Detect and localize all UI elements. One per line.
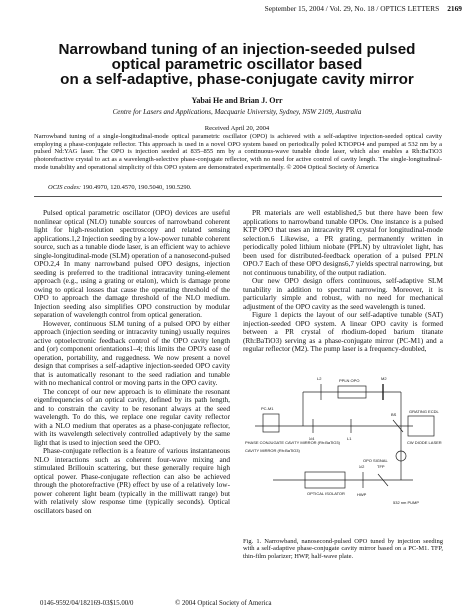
label-ppln-opo: PPLN OPO [339,378,360,383]
label-bs: BS [391,412,397,417]
abstract-divider [34,196,442,197]
paragraph: PR materials are well established,5 but there have been few applications to narrowband tunable OPOs. One instance is a pulsed KTP OPO that uses an intracavity PR crystal for longitudinal-mode selection.6 Likewise, a PR grating, permanently written in periodically poled lithium niobate (PPLN) by ultraviolet light, has been used for distributed-feedback operation of a pulsed PPLN OPO.7 Each of these OPO designs6,7 yields spectral narrowing, but not continuous tunability, of the output radiation. [243,208,443,277]
article-title [20,42,454,87]
label-quarter-wave: λ/4 [309,436,315,441]
page-number: 2169 [447,4,462,13]
label-optical-isolator: OPTICAL ISOLATOR [307,491,345,496]
label-pc-m1: PC-M1 [261,406,274,411]
label-cw-diode: CW DIODE LASER [407,440,442,445]
ocis-label: OCIS codes: [48,184,82,191]
label-l1: L1 [347,436,352,441]
label-m2: M2 [381,376,387,381]
abstract: Narrowband tuning of a single-longitudinal-mode optical parametric oscillator (OPO) is achieved with a self-adaptive injection-seeded optical cavity employing a phase-conjugate reflector. This approach is used in a novel OPO system based on periodically poled KTiOPO4 and pumped at 532 nm by a pulsed Nd:YAG laser. The OPO is injection seeded at 835–855 nm by a continuous-wave tunable diode laser, which also enables a Rh:BaTiO3 photorefractive crystal to act as a wavelength-selective phase-conjugate reflector, with no need for active control of cavity length. The single-longitudinal-mode tunability and operational simplicity of this OPO system are demonstrated experimentally. © 2004 Optical Society of America [34,133,442,171]
paragraph: Our new OPO design offers continuous, self-adaptive SLM tunability in addition to spectral narrowing. Moreover, it is particularly simple and robust, with no need for mechanical adjustment of the OPO cavity as the seed wavelength is tuned. [243,276,443,311]
pc-m1-crystal [263,414,279,432]
ocis-values: 190.4970, 120.4570, 190.5040, 190.5290. [82,184,192,191]
paragraph: Figure 1 depicts the layout of our self-adaptive tunable (SAT) injection-seeded OPO system. A linear OPO cavity is formed between a PR crystal of rhodium-doped barium titanate (Rh:BaTiO3) serving as a phase-conjugate mirror (PC-M1) and a regular reflector (M2). The pump laser is a frequency-doubled, [243,310,443,353]
paragraph: Phase-conjugate reflection is a feature of various instantaneous NLO interactions such as coherent four-wave mixing and stimulated Brillouin scattering, but these generally require high optical power. Phase-conjugate reflection can also be achieved through the photorefractive (PR) effect by use of a relatively low-power coherent light beam (typically in the milliwatt range) but with relatively slow response time (typically seconds). Optical oscillators based on [34,446,230,515]
received-date: Received April 20, 2004 [204,125,270,132]
label-hwp: HWP [357,492,367,497]
left-column [34,209,230,515]
label-phase-conjugate: PHASE CONJUGATE CAVITY MIRROR (Rh:BaTiO3) [245,440,340,445]
footer-code: 0146-9592/04/182169-03$15.00/0 [40,600,134,607]
label-l2: L2 [317,376,322,381]
running-title: September 15, 2004 / Vol. 29, No. 18 / OPTICS LETTERS [264,4,440,13]
running-header [0,4,462,13]
label-pump: 532 nm PUMP [393,500,420,505]
figure-1-diagram [243,364,443,534]
label-opo-signal: OPO SIGNAL [363,458,388,463]
footer [40,600,440,607]
title-line-1: Narrowband tuning of an injection-seeded pulsed [58,41,416,58]
title-line-2: optical parametric oscillator based [111,56,363,73]
label-tfp: TFP [377,464,385,469]
right-column [243,209,443,354]
label-half-wave: λ/2 [359,464,365,469]
title-line-3: on a self-adaptive, phase-conjugate cavity mirror [60,71,414,88]
optical-layout-svg [243,364,443,534]
footer-copyright: © 2004 Optical Society of America [175,600,272,607]
paragraph: The concept of our new approach is to eliminate the resonant eigenfrequencies of an optical cavity, defined by its path length, and to constrain the cavity to be resonant always at the seed wavelength. To do this, we replace one regular cavity reflector with a NLO medium that operates as a phase-conjugate reflector, with its wavelength selectively controlled adaptively by the same light that is used to injection seed the OPO. [34,386,230,447]
figure-caption: Fig. 1. Narrowband, nanosecond-pulsed OPO tuned by injection seeding with a self-adaptive phase-conjugate cavity mirror based on a PC-M1. TFP, thin-film polarizer; HWP, half-wave plate. [243,538,443,560]
label-grating-ecdl: GRATING ECDL [409,409,439,414]
label-cavity-mirror: CAVITY MIRROR (Rh:BaTiO3) [245,448,300,453]
paragraph: However, continuous SLM tuning of a pulsed OPO by either approach (injection seeding or intracavity tuning) usually requires active optoelectronic feedback control of the OPO cavity length and (or) component orientations1–4; this limits the OPO's ease of operation, portability, and ruggedness. We now present a novel design that comprises a self-adaptive injection-seeded OPO cavity that is automatically resonant to the seed radiation and tunable with no mechanical control or moving parts in the OPO cavity. [34,318,230,387]
paragraph: Pulsed optical parametric oscillator (OPO) devices are useful nonlinear optical (NLO) tunable sources of narrowband coherent light for high-resolution spectroscopy and related sensing applications.1,2 Injection seeding by a low-power tunable coherent source, such as a tunable diode laser, is an efficient way to achieve single-longitudinal-mode (SLM) operation of a nanosecond-pulsed OPO.2,4 In many narrowband pulsed OPO designs, injection seeding is preferred to the traditional intracavity tuning-element approach (e.g., using a grating or etalon), which is damage prone owing to optical losses that cause the operating threshold of the OPO to approach the damage threshold of the NLO medium. Injection seeding also simplifies OPO construction by modular separation of wavelength control from optical generation. [34,208,230,319]
ocis-codes [34,184,442,191]
affiliation: Centre for Lasers and Applications, Macquarie University, Sydney, NSW 2109, Australia [112,108,362,116]
authors: Yabai He and Brian J. Orr [191,96,283,105]
